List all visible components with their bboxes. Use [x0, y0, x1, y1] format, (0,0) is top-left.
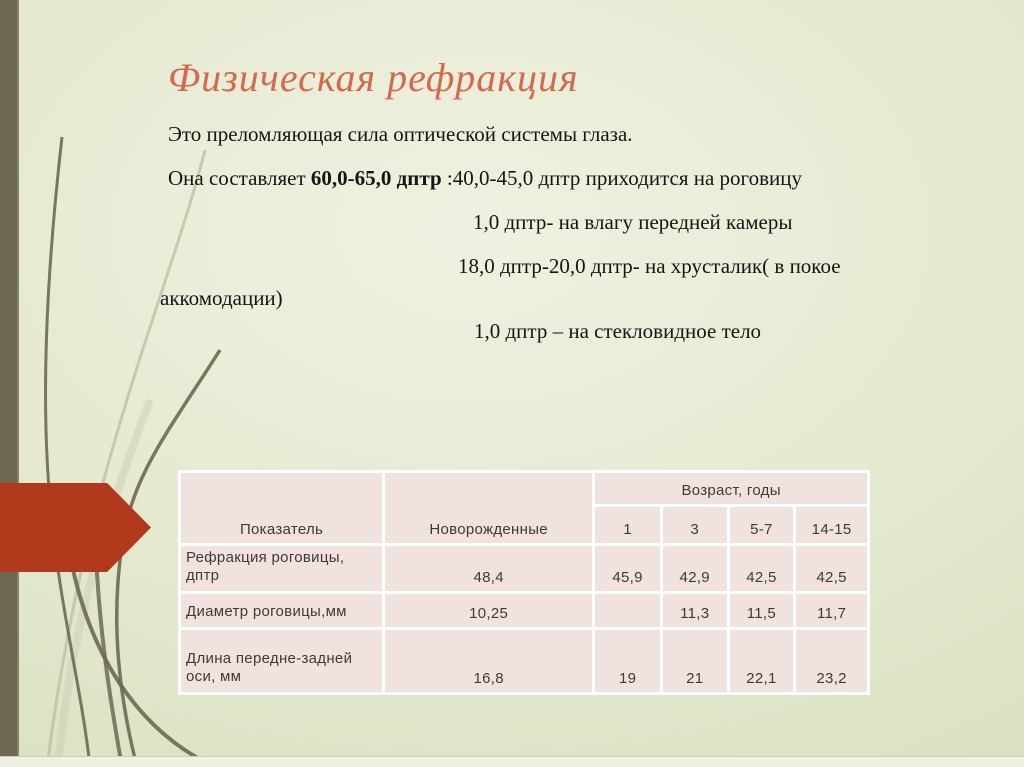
slide-title: Физическая рефракция: [168, 55, 579, 100]
row-label: Диаметр роговицы,мм: [181, 594, 382, 627]
body-line2-prefix: Она составляет: [168, 166, 311, 190]
cell-value: 16,8: [385, 630, 592, 692]
cell-value: 42,5: [730, 546, 794, 591]
row-label: Длина передне-задней оси, мм: [181, 630, 382, 692]
body-line-lens: 18,0 дптр-20,0 дптр- на хрусталик( в покое: [458, 254, 841, 278]
age-data-table: [178, 470, 870, 695]
grass-blade-light-wide: [58, 400, 150, 767]
cell-value: 48,4: [385, 546, 592, 591]
cell-value: 11,3: [663, 594, 727, 627]
cell-value: 19: [595, 630, 660, 692]
header-indicator: Показатель: [181, 473, 382, 543]
cell-value: 23,2: [796, 630, 867, 692]
grass-blade-dark-lower: [96, 555, 122, 767]
header-age-14-15: 14-15: [796, 507, 867, 543]
cell-value: 11,5: [730, 594, 794, 627]
header-newborns: Новорожденные: [385, 473, 592, 543]
row-label: Рефракция роговицы, дптр: [181, 546, 382, 591]
red-arrow-shape: [0, 483, 151, 572]
grass-blade-dark-left: [46, 137, 90, 767]
bottom-edge-strip: [0, 756, 1024, 767]
header-age-group: Возраст, годы: [595, 473, 867, 504]
body-line-aqueous: 1,0 дптр- на влагу передней камеры: [473, 210, 793, 234]
body-line-definition: Это преломляющая сила оптической системы глаза.: [168, 122, 633, 146]
table-row-axis-length: [181, 630, 867, 692]
cell-value: 10,25: [385, 594, 592, 627]
cell-value: 21: [663, 630, 727, 692]
cell-value: [595, 594, 660, 627]
body-line-vitreous: 1,0 дптр – на стекловидное тело: [474, 319, 762, 343]
body-line2-bold-value: 60,0-65,0 дптр: [310, 166, 442, 190]
body-line2-suffix: :40,0-45,0 дптр приходится на роговицу: [441, 166, 803, 190]
left-accent-bar: [0, 0, 19, 757]
body-line-total-power: [168, 166, 802, 191]
cell-value: 42,9: [663, 546, 727, 591]
header-age-1: 1: [595, 507, 660, 543]
header-age-5-7: 5-7: [730, 507, 794, 543]
cell-value: 11,7: [796, 594, 867, 627]
header-age-3: 3: [663, 507, 727, 543]
cell-value: 22,1: [730, 630, 794, 692]
cell-value: 45,9: [595, 546, 660, 591]
body-line-lens-wrap: аккомодации): [160, 286, 283, 310]
table-row-refraction: [181, 546, 867, 591]
table-row-diameter: [181, 594, 867, 627]
table-header-group-row: [181, 473, 867, 504]
cell-value: 42,5: [796, 546, 867, 591]
